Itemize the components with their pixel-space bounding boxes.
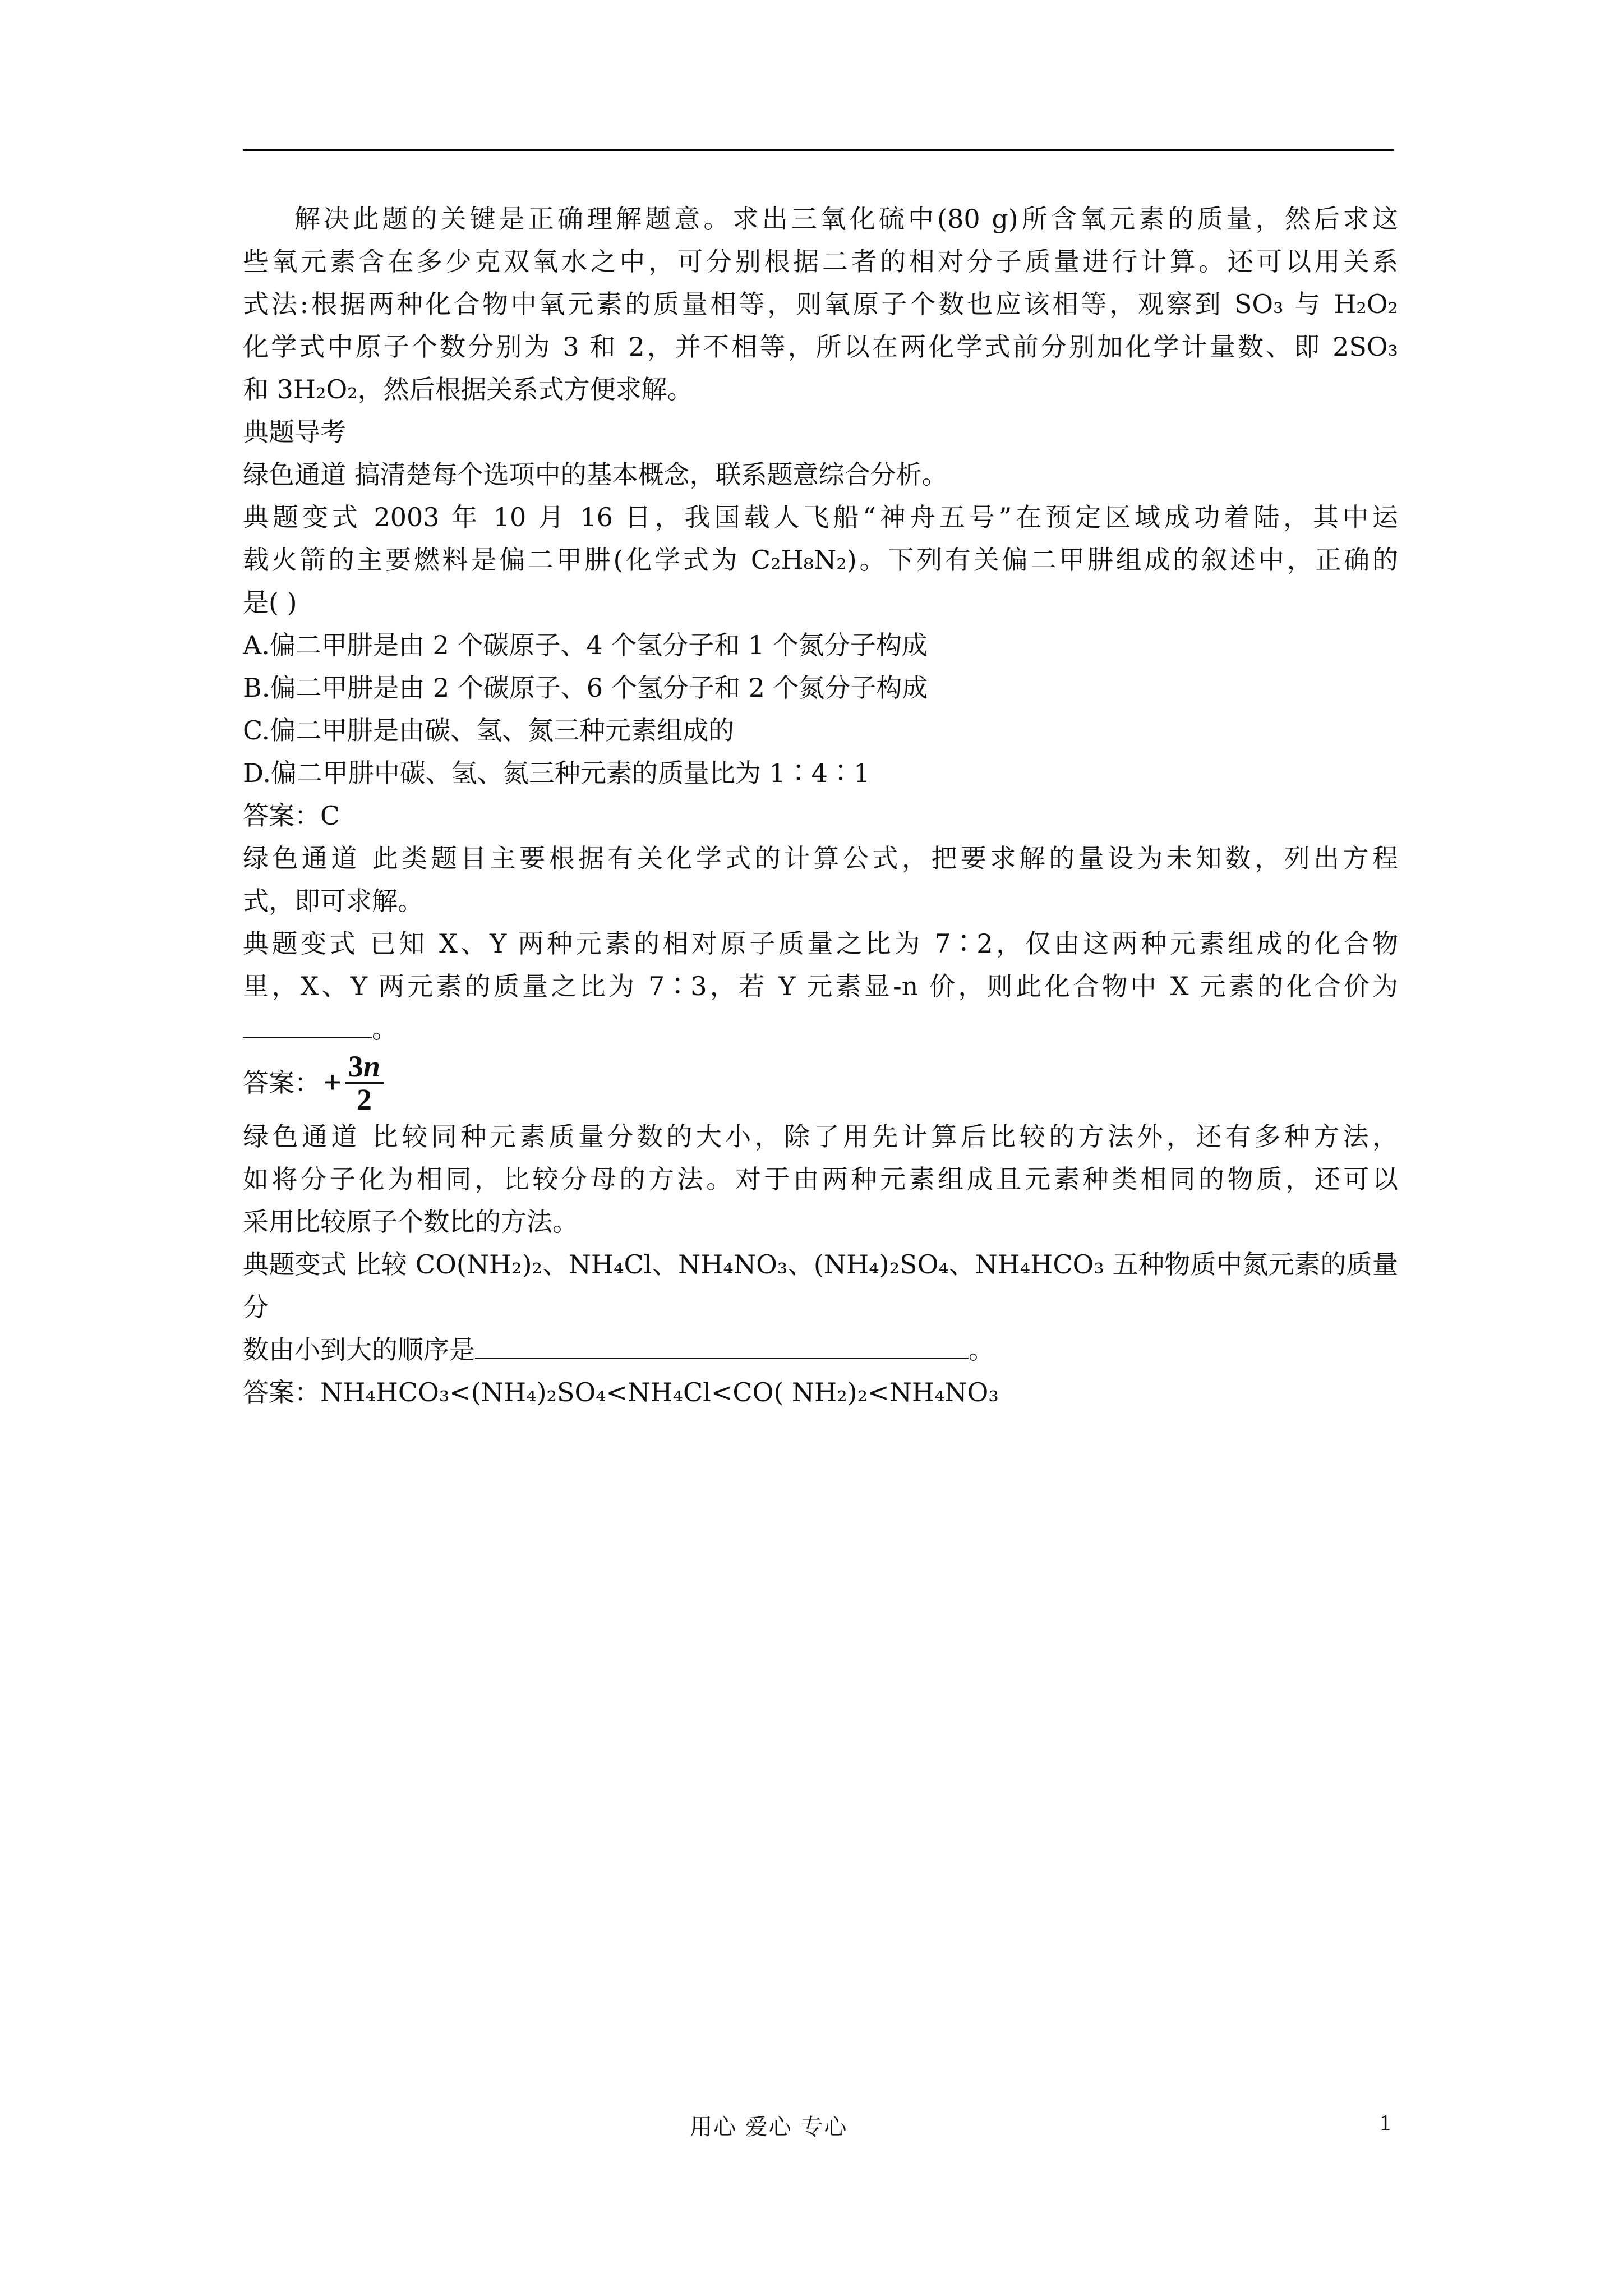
question-line: 典题变式 比较 CO(NH₂)₂、NH₄Cl、NH₄NO₃、(NH₄)₂SO₄、NH₄HCO₃ 五种物质中氮元素的质量分 [243,1249,1398,1322]
question-line: 是( ) [243,587,297,618]
document-body [243,197,1398,1414]
footer-motto: 用心 爱心 专心 [690,2114,848,2140]
blank-line [243,1328,1398,1371]
answer-blank [243,1014,372,1038]
blank-period: 。 [969,1335,994,1365]
blank-line [243,1007,1398,1050]
question-text: 数由小到大的顺序是 [243,1335,475,1365]
answer-line: 答案：C [243,800,340,831]
option-d: D.偏二甲肼中碳、氢、氮三种元素的质量比为 1∶4∶1 [243,758,870,788]
section-heading: 典题导考 [243,417,346,447]
hint-line: 绿色通道 搞清楚每个选项中的基本概念，联系题意综合分析。 [243,459,948,490]
paragraph-line: 解决此题的关键是正确理解题意。求出三氧化硫中(80 g)所含氧元素的质量，然后求这 [294,204,1398,234]
hint-line: 绿色通道 比较同种元素质量分数的大小，除了用先计算后比较的方法外，还有多种方法， [243,1121,1398,1152]
fraction-answer [243,1050,1398,1115]
option-b: B.偏二甲肼是由 2 个碳原子、6 个氢分子和 2 个氮分子构成 [243,673,928,703]
hint-line: 绿色通道 此类题目主要根据有关化学式的计算公式，把要求解的量设为未知数，列出方程 [243,843,1398,873]
fraction-numerator: 3n [345,1051,384,1084]
header-rule [243,149,1394,151]
option-a: A.偏二甲肼是由 2 个碳原子、4 个氢分子和 1 个氮分子构成 [243,630,928,660]
paragraph-line: 些氧元素含在多少克双氧水之中，可分别根据二者的相对分子质量进行计算。还可以用关系 [243,246,1398,277]
question-line: 典题变式 已知 X、Y 两种元素的相对原子质量之比为 7∶2，仅由这两种元素组成的化合物 [243,928,1398,959]
option-c: C.偏二甲肼是由碳、氢、氮三种元素组成的 [243,715,735,746]
fraction-denominator: 2 [356,1082,372,1116]
paragraph-line: 式法:根据两种化合物中氧元素的质量相等，则氧原子个数也应该相等，观察到 SO₃ 与 H₂O₂ [243,289,1398,319]
answer-label: 答案： [243,1068,320,1098]
answer-line: 答案：NH₄HCO₃<(NH₄)₂SO₄<NH₄Cl<CO( NH₂)₂<NH₄NO₃ [243,1377,999,1407]
hint-line: 采用比较原子个数比的方法。 [243,1207,578,1237]
question-line: 里，X、Y 两元素的质量之比为 7∶3，若 Y 元素显-n 价，则此化合物中 X 元素的化合价为 [243,971,1398,1001]
fraction [345,1051,384,1115]
page-number: 1 [1380,2110,1391,2135]
hint-line: 式，即可求解。 [243,886,423,916]
plus-sign: + [324,1065,342,1100]
question-line: 典题变式 2003 年 10 月 16 日，我国载人飞船“神舟五号”在预定区域成功着陆，其中运 [243,502,1398,532]
answer-blank [475,1335,969,1359]
paragraph-line: 和 3H₂O₂，然后根据关系式方便求解。 [243,374,693,404]
hint-line: 如将分子化为相同，比较分母的方法。对于由两种元素组成且元素种类相同的物质，还可以 [243,1164,1398,1194]
paragraph-line: 化学式中原子个数分别为 3 和 2，并不相等，所以在两化学式前分别加化学计量数、即 2SO₃ [243,332,1398,362]
question-line: 载火箭的主要燃料是偏二甲肼(化学式为 C₂H₈N₂)。下列有关偏二甲肼组成的叙述中，正确的 [243,545,1398,575]
blank-period: 。 [372,1014,398,1044]
